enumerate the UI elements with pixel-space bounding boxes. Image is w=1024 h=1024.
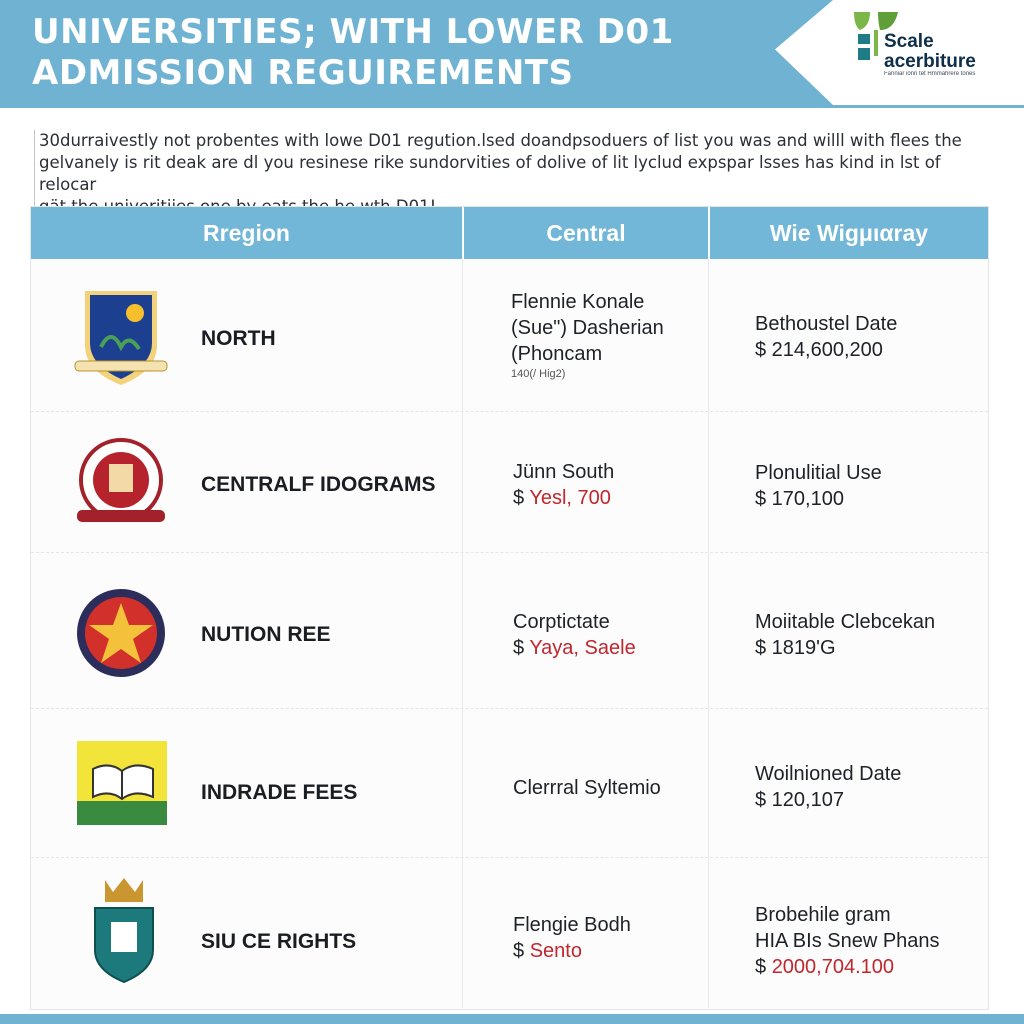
star-seal-icon (71, 583, 171, 683)
fee-details: Plonulitial Use $ 170,100 (755, 462, 882, 510)
page-title: UNIVERSITIES; WITH LOWER D01 ADMISSION REGUIREMENTS (32, 12, 674, 93)
region-name: SIU CE RIGHTS (201, 930, 357, 953)
universities-table (30, 206, 989, 1010)
book-emblem-icon (77, 741, 167, 825)
table-row[interactable] (31, 858, 988, 1008)
central-details: Flennie Konale (Sue") Dasherian (Phoncam 140(/ Hig2) (511, 291, 664, 380)
fee-details: Moiitable Clebcekan $ 1819'G (755, 611, 936, 659)
table-header-row (31, 207, 988, 259)
footer-bar (0, 1014, 1024, 1024)
crown-shield-icon (81, 874, 167, 984)
region-name: NORTH (201, 327, 276, 350)
logo-tagline: Fanniar ionn tet Hmmahrere tones (884, 71, 976, 77)
region-name: INDRADE FEES (201, 781, 358, 804)
round-seal-icon (71, 434, 171, 534)
header-wie-wigmiaray[interactable]: Wie Wigμιαray (710, 207, 988, 259)
central-details: Jünn South $ Yesl, 700 (513, 461, 615, 509)
fee-details: Bethoustel Date $ 214,600,200 (755, 313, 898, 361)
region-name: CENTRALF IDOGRAMS (201, 473, 436, 496)
shield-crest-icon (71, 287, 171, 387)
intro-paragraph: 30durraivestly not probentes with lowe D01 regution.lsed doandpsoduers of list you was and willl with flees the gelvanely is rit deak are dl you resinese rike sundorvities of dolive of lit lyclud expspar lsses has kind in lst of relocar (34, 130, 989, 218)
table-row[interactable] (31, 553, 988, 709)
fee-details: Brobehile gram HIA BIs Snew Phans $ 2000,704.100 (755, 904, 940, 978)
logo-name: Scale acerbiture (884, 31, 976, 72)
header-region[interactable]: Rregion (31, 207, 462, 259)
fee-details: Woilnioned Date $ 120,107 (755, 763, 902, 811)
central-details: Flengie Bodh $ Sento (513, 914, 631, 962)
central-details: Clerrral Syltemio (513, 777, 661, 799)
table-row[interactable] (31, 709, 988, 858)
table-row[interactable] (31, 259, 988, 412)
header-central[interactable]: Central (464, 207, 708, 259)
central-details: Corptictate $ Yaya, Saele (513, 611, 636, 659)
region-name: NUTION REE (201, 623, 331, 646)
table-row[interactable] (31, 412, 988, 553)
